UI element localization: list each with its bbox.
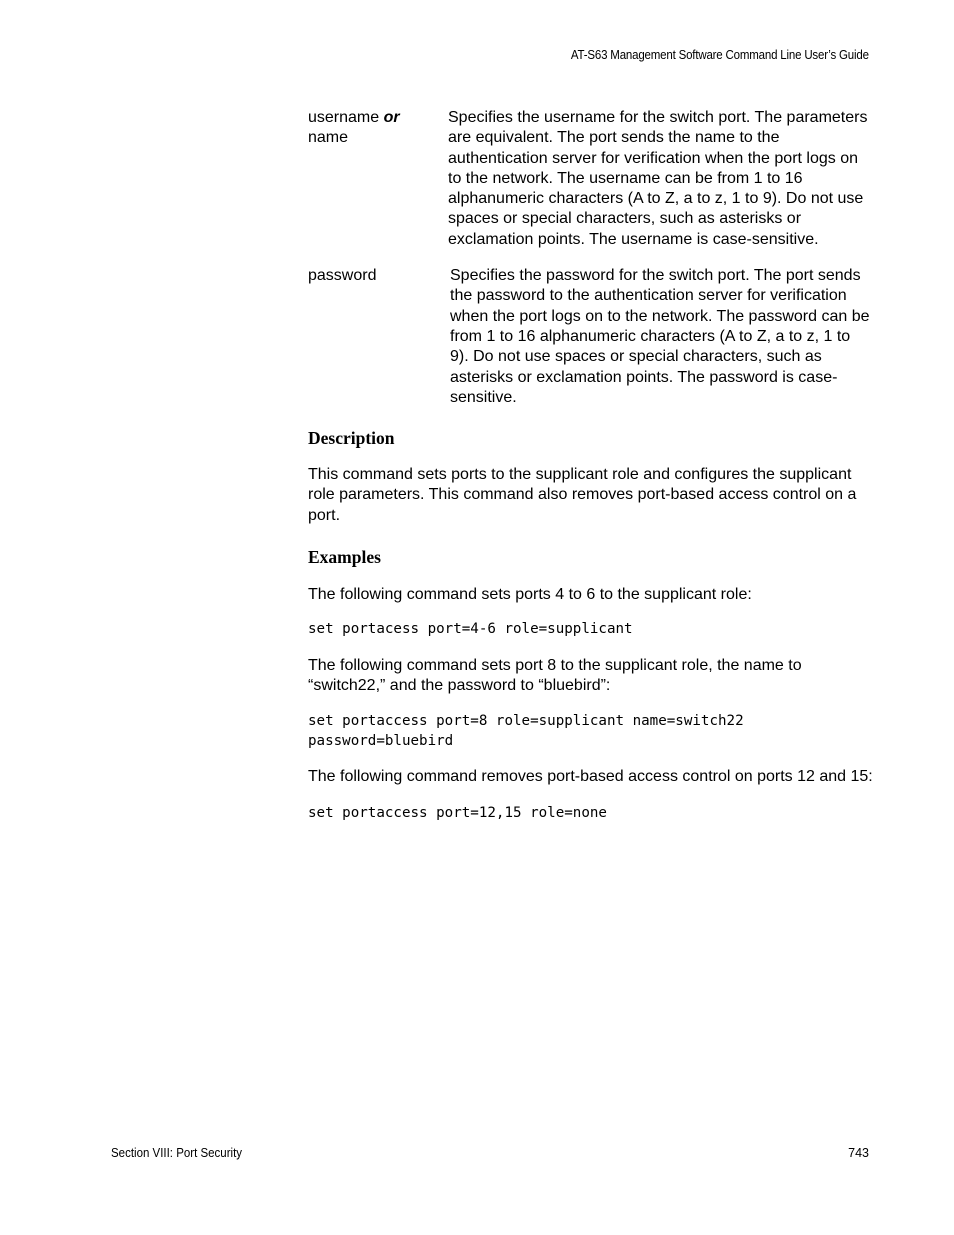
parameter-row-username: [308, 108, 873, 250]
code-example-3: set portaccess port=12,15 role=none: [308, 804, 607, 821]
footer-section: Section VIII: Port Security: [111, 1146, 243, 1160]
code-example-2: set portaccess port=8 role=supplicant name=switch22 password=bluebird: [308, 713, 744, 749]
examples-heading: Examples: [308, 547, 381, 568]
parameter-description: Specifies the password for the switch port. The port sends the password to the authentication server for verification when the port logs on to the network. The password can be from 1 to 16 alphanumeric characters (A to Z, a to z, 1 to 9). Do not use spaces or special characters, such as asterisks or exclamation points. The password is case-sensitive.: [450, 267, 870, 406]
page-content: [308, 108, 873, 823]
parameter-row-password: [308, 266, 873, 408]
code-example-1: set portacess port=4-6 role=supplicant: [308, 621, 633, 638]
parameter-name: username or name: [308, 109, 400, 147]
example-intro-3: The following command removes port-based access control on ports 12 and 15:: [308, 768, 873, 786]
parameter-name: password: [308, 267, 377, 285]
parameter-description: Specifies the username for the switch port. The parameters are equivalent. The port sends the name to the authentication server for verification when the port logs on to the network. The username can be from 1 to 16 alphanumeric characters (A to Z, a to z, 1 to 9). Do not use spaces or special characters, such as asterisks or exclamation points. The username is case-sensitive.: [448, 109, 868, 248]
description-text: This command sets ports to the supplicant role and configures the supplicant role parameters. This command also removes port-based access control on a port.: [308, 466, 857, 524]
running-header: AT-S63 Management Software Command Line User’s Guide: [571, 48, 869, 62]
emphasis-or: or: [383, 109, 400, 126]
example-intro-2: The following command sets port 8 to the supplicant role, the name to “switch22,” and the password to “bluebird”:: [308, 656, 802, 695]
example-intro-1: The following command sets ports 4 to 6 to the supplicant role:: [308, 586, 752, 604]
description-heading: Description: [308, 428, 395, 449]
page-number: 743: [848, 1146, 869, 1160]
